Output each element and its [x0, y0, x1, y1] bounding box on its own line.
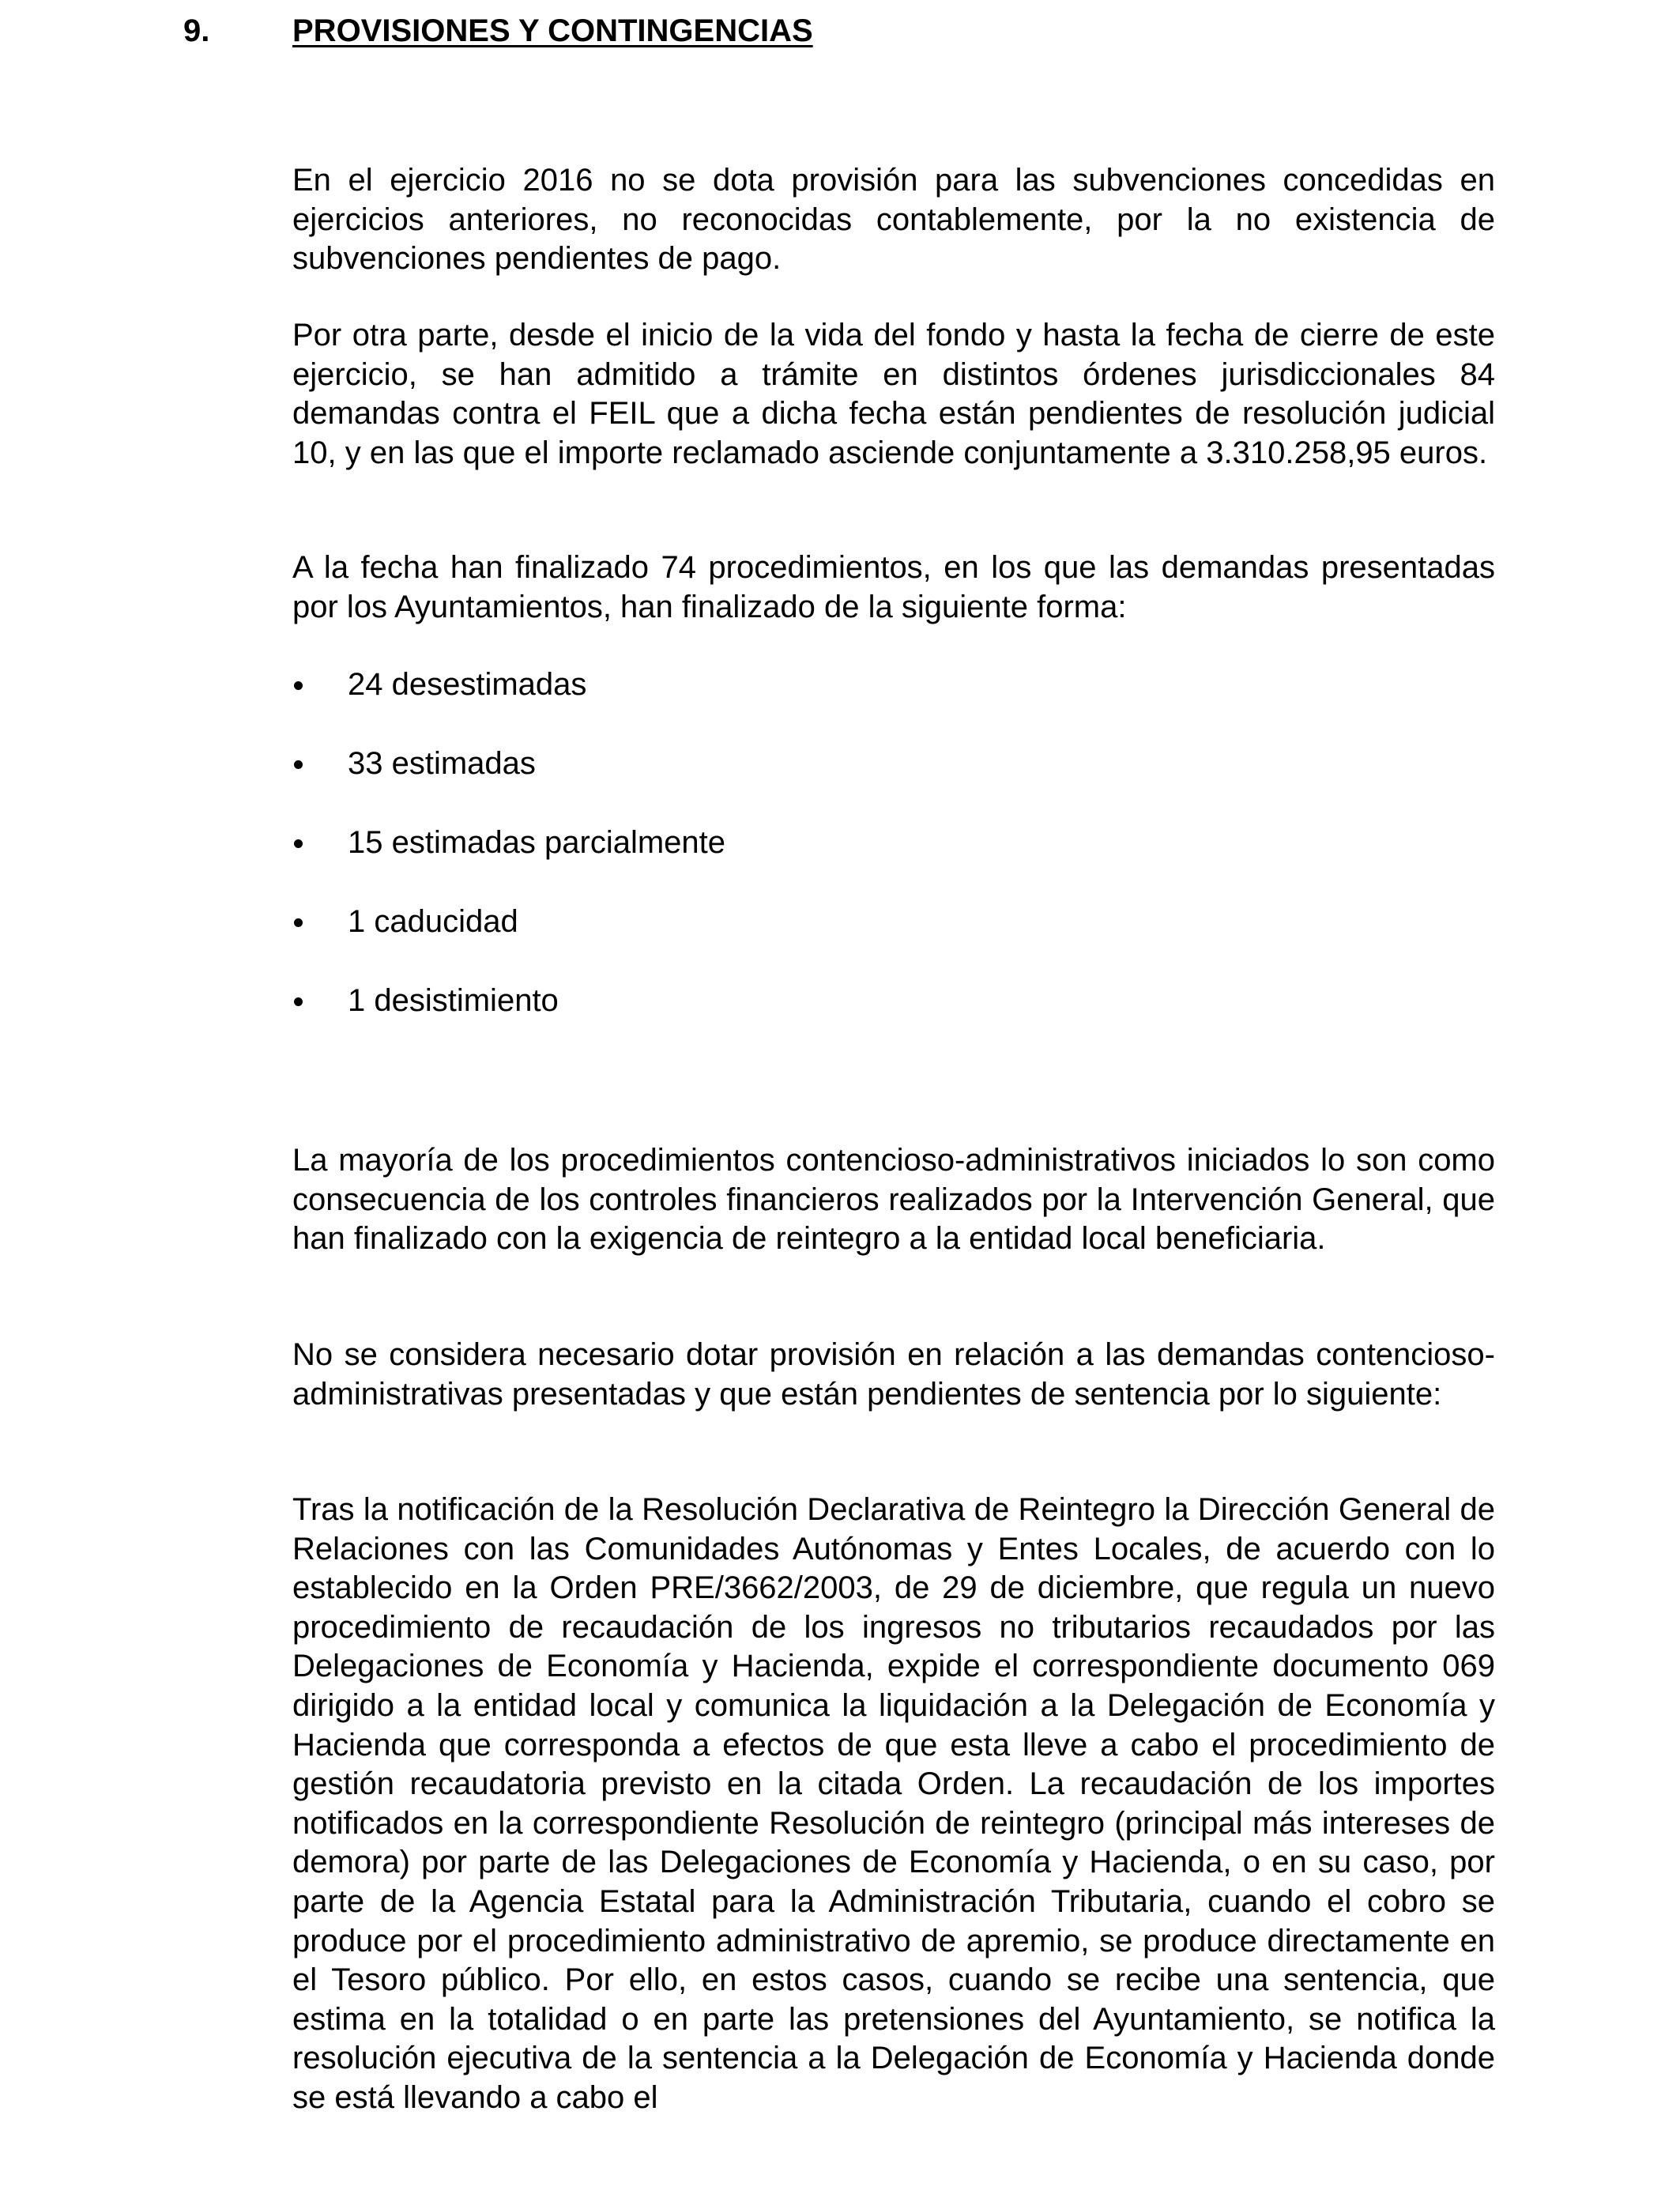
bullet-icon: [294, 681, 303, 690]
list-item: [292, 665, 1495, 745]
bullet-icon: [294, 997, 303, 1006]
outcome-estimadas-parcialmente: 15 estimadas parcialmente: [348, 825, 726, 860]
bullet-icon: [294, 918, 303, 927]
section-title: PROVISIONES Y CONTINGENCIAS: [292, 13, 813, 48]
list-item: [292, 824, 1495, 903]
paragraph-no-provision: No se considera necesario dotar provisión en relación a las demandas contencioso-administrativas presentadas y que están pendientes de sentencia por lo siguiente:: [292, 1337, 1495, 1412]
list-item: [292, 745, 1495, 824]
list-item: [292, 903, 1495, 982]
outcome-desestimadas: 24 desestimadas: [348, 667, 587, 702]
outcome-list: [292, 665, 1495, 1061]
paragraph-provision-2016: En el ejercicio 2016 no se dota provisión para las subvenciones concedidas en ejercicios anteriores, no reconocidas contablemente, por la no existencia de subvenciones pendientes de pago.: [292, 163, 1495, 277]
bullet-icon: [294, 839, 303, 848]
paragraph-demandas-feil: Por otra parte, desde el inicio de la vida del fondo y hasta la fecha de cierre de este ejercicio, se han admitido a trámite en distintos órdenes jurisdiccionales 84 demandas contra el FEIL que a dicha fecha están pendientes de resolución judicial 10, y en las que el importe reclamado asciende conjuntamente a 3.310.258,95 euros.: [292, 318, 1495, 470]
outcome-desistimiento: 1 desistimiento: [348, 983, 559, 1018]
paragraph-controles-financieros: La mayoría de los procedimientos contencioso-administrativos iniciados lo son como consecuencia de los controles financieros realizados por la Intervención General, que han finalizado con la exigencia de reintegro a la entidad local beneficiaria.: [292, 1143, 1495, 1257]
outcome-caducidad: 1 caducidad: [348, 904, 518, 939]
section-number: 9.: [183, 13, 210, 48]
outcome-estimadas: 33 estimadas: [348, 746, 536, 781]
bullet-icon: [294, 760, 303, 769]
paragraph-resolucion-reintegro: Tras la notificación de la Resolución Declarativa de Reintegro la Dirección General de Relaciones con las Comunidades Autónomas y Entes Locales, de acuerdo con lo establecido en la Orden PRE/3662/2003, de 29 de diciembre, que regula un nuevo procedimiento de recaudación de los ingresos no tributarios recaudados por las Delegaciones de Economía y Hacienda, expide el correspondiente documento 069 dirigido a la entidad local y comunica la liquidación a la Delegación de Economía y Hacienda que corresponda a efectos de que esta lleve a cabo el procedimiento de gestión recaudatoria previsto en la citada Orden. La recaudación de los importes notificados en la correspondiente Resolución de reintegro (principal más intereses de demora) por parte de las Delegaciones de Economía y Hacienda, o en su caso, por parte de la Agencia Estatal para la Administración Tributaria, cuando el cobro se produce por el procedimiento administrativo de apremio, se produce directamente en el Tesoro público. Por ello, en estos casos, cuando se recibe una sentencia, que estima en la totalidad o en parte las pretensiones del Ayuntamiento, se notifica la resolución ejecutiva de la sentencia a la Delegación de Economía y Hacienda donde se está llevando a cabo el: [292, 1492, 1495, 2115]
paragraph-procedimientos-finalizados: A la fecha han finalizado 74 procedimientos, en los que las demandas presentadas por los Ayuntamientos, han finalizado de la siguiente forma:: [292, 550, 1495, 624]
list-item: [292, 982, 1495, 1061]
